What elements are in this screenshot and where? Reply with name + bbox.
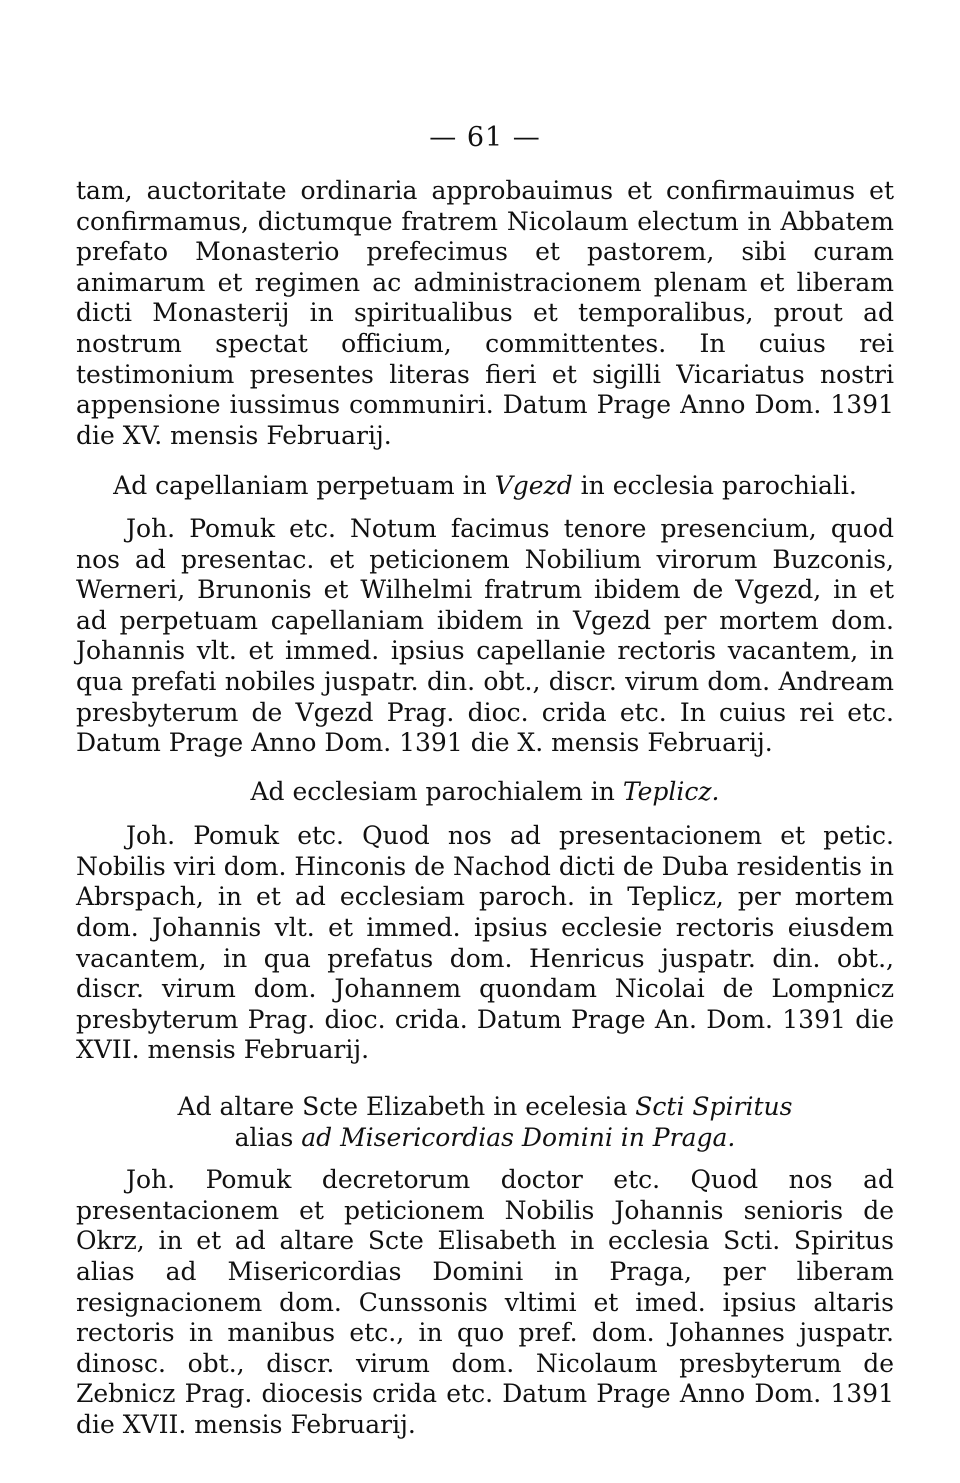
paragraph-vgezd: Joh. Pomuk etc. Notum facimus tenore presencium, quod nos ad presentac. et peticionem Nobilium virorum Buzconis, Werneri, Brunonis et Wilhelmi fratrum ibidem de Vgezd, in et ad perpetuam capellaniam ibidem in Vgezd per mortem dom. Johannis vlt. et immed. ipsius capellanie rectoris vacantem, in qua prefati nobiles juspatr. din. obt., discr. virum dom. Andream presbyterum de Vgezd Prag. dioc. crida etc. In cuius rei etc. Datum Prage Anno Dom. 1391 die X. mensis Februarij. (76, 513, 894, 758)
section-heading-teplicz (76, 777, 894, 808)
heading-italic-text: Scti Spiritus (635, 1092, 793, 1122)
heading-text: Ad altare Scte Elizabeth in ecelesia (177, 1092, 636, 1122)
heading-text: Ad ecclesiam parochialem in (250, 776, 623, 806)
heading-italic-text: ad Misericordias Domini in Praga. (301, 1122, 736, 1152)
paragraph-continuation: tam, auctoritate ordinaria approbauimus et confirmauimus et confirmamus, dictumque fratrem Nicolaum electum in Abbatem prefato Monasterio prefecimus et pastorem, sibi curam animarum et regimen ac administracionem plenam et liberam dicti Monasterij in spiritualibus et temporalibus, prout ad nostrum spectat officium, committentes. In cuius rei testimonium presentes literas fieri et sigilli Vicariatus nostri appensione iussimus communiri. Datum Prage Anno Dom. 1391 die XV. mensis Februarij. (76, 176, 894, 450)
heading-text: alias (234, 1122, 302, 1152)
section-heading-vgezd (76, 471, 894, 502)
heading-text: Ad capellaniam perpetuam in (113, 471, 495, 501)
heading-italic-text: Teplicz. (622, 776, 720, 806)
section-heading-elizabeth (76, 1092, 894, 1153)
paragraph-elizabeth: Joh. Pomuk decretorum doctor etc. Quod nos ad presentacionem et peticionem Nobilis Johannis senioris de Okrz, in et ad altare Scte Elisabeth in ecclesia Scti. Spiritus alias ad Misericordias Domini in Praga, per liberam resignacionem dom. Cunssonis vltimi et imed. ipsius altaris rectoris in manibus etc., in quo pref. dom. Johannes juspatr. dinosc. obt., discr. virum dom. Nicolaum presbyterum de Zebnicz Prag. diocesis crida etc. Datum Prage Anno Dom. 1391 die XVII. mensis Februarij. (76, 1165, 894, 1439)
heading-line-2 (76, 1123, 894, 1154)
heading-italic-text: Vgezd (494, 471, 573, 501)
heading-text: in ecclesia parochiali. (572, 471, 857, 501)
paragraph-teplicz: Joh. Pomuk etc. Quod nos ad presentacionem et petic. Nobilis viri dom. Hinconis de Nachod dicti de Duba residentis in Abrspach, in et ad ecclesiam paroch. in Teplicz, per mortem dom. Johannis vlt. et immed. ipsius ecclesie rectoris eiusdem vacantem, in qua prefatus dom. Henricus juspatr. din. obt., discr. virum dom. Johannem quondam Nicolai de Lompnicz presbyterum Prag. dioc. crida. Datum Prage An. Dom. 1391 die XVII. mensis Februarij. (76, 821, 894, 1065)
document-page (76, 118, 894, 1441)
page-number: — 61 — (429, 122, 541, 153)
heading-line-1 (76, 1092, 894, 1123)
